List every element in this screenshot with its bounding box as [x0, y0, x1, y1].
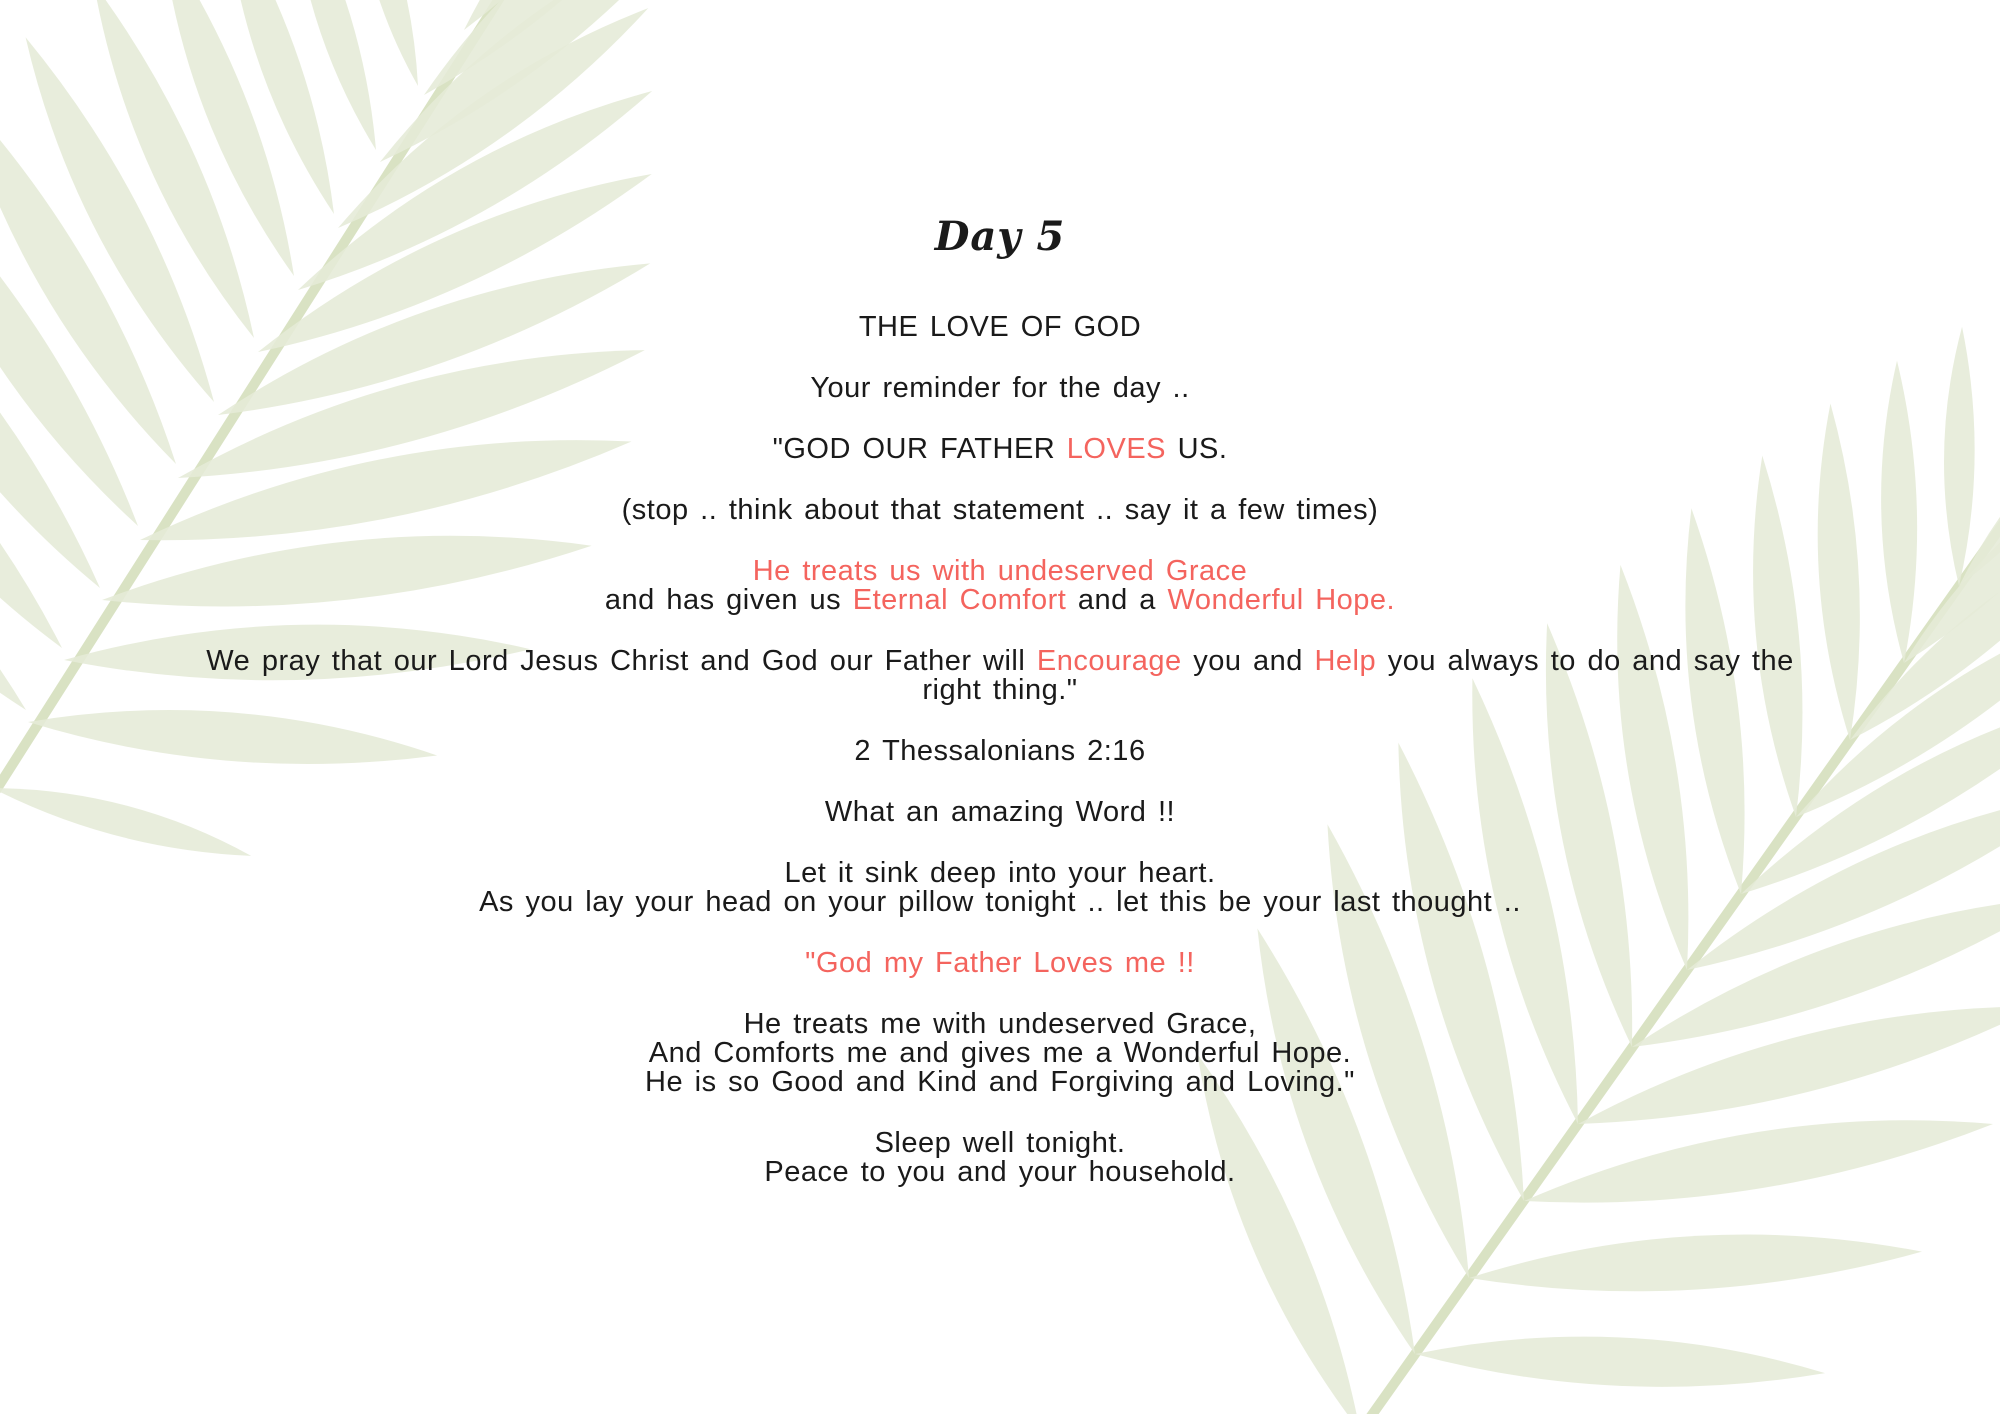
- text-line: [20, 1068, 1980, 1097]
- text-line: [20, 557, 1980, 586]
- text-line: [20, 737, 1980, 766]
- text-line: [20, 859, 1980, 888]
- highlighted-phrase: LOVES: [1066, 433, 1167, 465]
- text-segment: "GOD OUR FATHER: [772, 433, 1067, 465]
- highlighted-phrase: Help: [1314, 645, 1377, 677]
- text-line: [20, 676, 1980, 705]
- text-line: [20, 888, 1980, 917]
- paragraph-container: [20, 313, 1980, 1187]
- paragraph: [20, 557, 1980, 615]
- text-segment: He treats me with undeserved Grace,: [743, 1008, 1257, 1040]
- text-line: [20, 1158, 1980, 1187]
- text-line: [20, 496, 1980, 525]
- text-segment: (stop .. think about that statement .. say it a few times): [621, 494, 1379, 526]
- devotional-text: [20, 0, 1980, 1219]
- text-line: [20, 949, 1980, 978]
- text-segment: As you lay your head on your pillow tonight .. let this be your last thought ..: [479, 886, 1521, 918]
- text-segment: He is so Good and Kind and Forgiving and Loving.": [645, 1066, 1355, 1098]
- text-line: [20, 1010, 1980, 1039]
- text-segment: US.: [1166, 433, 1228, 465]
- palm-leaflet: [1357, 1405, 1705, 1414]
- paragraph: [20, 949, 1980, 978]
- text-segment: Peace to you and your household.: [764, 1156, 1236, 1188]
- paragraph: [20, 435, 1980, 464]
- text-line: [20, 586, 1980, 615]
- text-segment: What an amazing Word !!: [824, 796, 1176, 828]
- palm-leaflet: [1414, 1323, 1827, 1400]
- text-line: [20, 435, 1980, 464]
- paragraph: [20, 1010, 1980, 1097]
- highlighted-phrase: Encourage: [1036, 645, 1182, 677]
- text-segment: you always to do and say the: [1376, 645, 1794, 677]
- highlighted-phrase: Eternal Comfort: [852, 584, 1067, 616]
- highlighted-phrase: "God my Father Loves me !!: [805, 947, 1195, 979]
- text-line: [20, 374, 1980, 403]
- text-segment: you and: [1181, 645, 1315, 677]
- palm-leaflet: [1468, 1228, 1923, 1298]
- text-line: [20, 313, 1980, 342]
- text-line: [20, 1039, 1980, 1068]
- paragraph: [20, 313, 1980, 342]
- text-line: [20, 798, 1980, 827]
- text-segment: And Comforts me and gives me a Wonderful Hope.: [648, 1037, 1352, 1069]
- text-segment: Sleep well tonight.: [874, 1127, 1126, 1159]
- paragraph: [20, 798, 1980, 827]
- text-segment: right thing.": [922, 674, 1078, 706]
- text-segment: We pray that our Lord Jesus Christ and God our Father will: [206, 645, 1037, 677]
- paragraph: [20, 496, 1980, 525]
- paragraph: [20, 737, 1980, 766]
- text-segment: and a: [1066, 584, 1168, 616]
- text-segment: 2 Thessalonians 2:16: [854, 735, 1146, 767]
- paragraph: [20, 647, 1980, 705]
- highlighted-phrase: Wonderful Hope.: [1167, 584, 1396, 616]
- text-segment: and has given us: [604, 584, 853, 616]
- text-segment: THE LOVE OF GOD: [858, 311, 1142, 343]
- text-segment: Let it sink deep into your heart.: [784, 857, 1216, 889]
- paragraph: [20, 374, 1980, 403]
- text-line: [20, 647, 1980, 676]
- text-segment: Your reminder for the day ..: [810, 372, 1190, 404]
- paragraph: [20, 1129, 1980, 1187]
- day-title: Day 5: [934, 213, 1066, 260]
- text-line: [20, 1129, 1980, 1158]
- highlighted-phrase: He treats us with undeserved Grace: [752, 555, 1248, 587]
- paragraph: [20, 859, 1980, 917]
